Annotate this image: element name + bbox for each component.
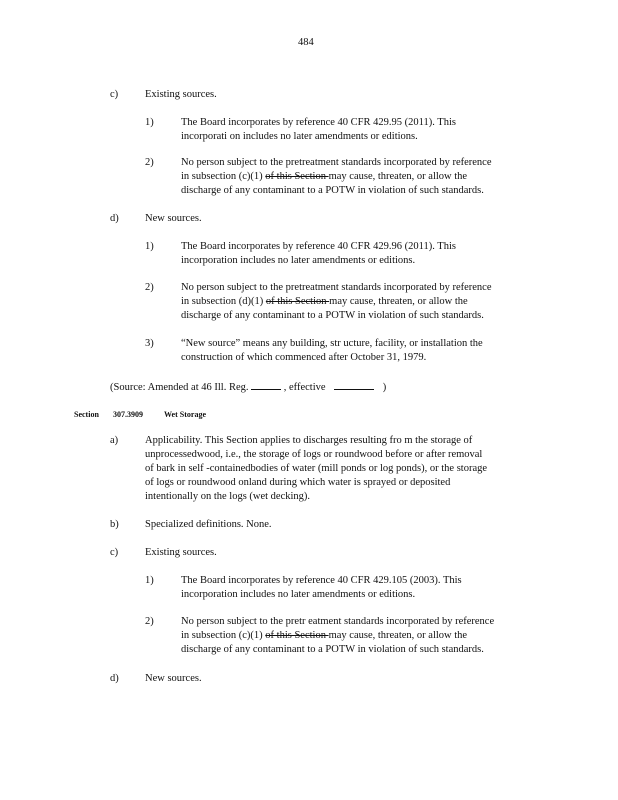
struck-text: of this Section [265, 171, 329, 182]
paragraph [181, 281, 492, 323]
text-line: Applicability. This Section applies to discharges resulting fro m the storage of [145, 435, 473, 446]
source-note-text: (Source: Amended at 46 Ill. Reg. [110, 382, 249, 393]
text-run: may cause, threaten, or allow the [329, 296, 468, 307]
subsection-heading: New sources. [145, 213, 202, 224]
paragraph [181, 574, 462, 602]
blank-line [334, 379, 374, 390]
page-number: 484 [298, 37, 314, 48]
subsection-label: d) [110, 673, 119, 684]
text-run: may cause, threaten, or allow the [328, 630, 468, 641]
subsection-heading: Existing sources. [145, 547, 217, 558]
struck-text: of this Section [265, 296, 330, 307]
text-line: discharge of any contaminant to a POTW in violation of such standards. [181, 310, 484, 321]
subsection-heading: New sources. [145, 673, 202, 684]
section-title: Wet Storage [164, 410, 206, 419]
text-line: intentionally on the logs (wet decking). [145, 491, 311, 502]
text-line [181, 295, 492, 309]
text-line [181, 629, 494, 643]
item-number: 1) [145, 117, 154, 128]
subsection-label: c) [110, 89, 119, 100]
paragraph [181, 615, 494, 657]
item-number: 2) [145, 282, 154, 293]
text-line: The Board incorporates by reference 40 CFR 429.96 (2011). This [181, 241, 456, 252]
text-run: may cause, threaten, or allow the [328, 171, 468, 182]
paragraph: Specialized definitions. None. [145, 519, 272, 530]
paragraph [181, 116, 456, 144]
subsection-label: b) [110, 519, 119, 530]
text-line: of logs or roundwood onland during which water is sprayed or deposited [145, 477, 451, 488]
source-note [110, 379, 386, 395]
source-note-effective: , effective [283, 382, 326, 393]
source-note-close: ) [382, 382, 387, 393]
item-number: 2) [145, 616, 154, 627]
subsection-heading: Existing sources. [145, 89, 217, 100]
section-label: Section [74, 410, 99, 419]
text-line: unprocessedwood, i.e., the storage of logs or roundwood before or after removal [145, 449, 483, 460]
section-number: 307.3909 [113, 410, 143, 419]
text-line: The Board incorporates by reference 40 CFR 429.95 (2011). This [181, 117, 456, 128]
text-line: of bark in self -containedbodies of water (mill ponds or log ponds), or the storage [145, 463, 488, 474]
text-line: incorporation includes no later amendments or editions. [181, 589, 416, 600]
text-line: No person subject to the pretreatment standards incorporated by reference [181, 157, 492, 168]
item-number: 1) [145, 241, 154, 252]
subsection-label: a) [110, 435, 119, 446]
text-line: No person subject to the pretr eatment standards incorporated by reference [181, 616, 495, 627]
text-line [181, 170, 492, 184]
text-line: “New source” means any building, str ucture, facility, or installation the [181, 338, 483, 349]
text-line: No person subject to the pretreatment standards incorporated by reference [181, 282, 492, 293]
text-line: incorporation includes no later amendments or editions. [181, 255, 416, 266]
text-run: in subsection (d)(1) [181, 296, 266, 307]
paragraph [145, 434, 487, 504]
subsection-label: c) [110, 547, 119, 558]
text-line: construction of which commenced after October 31, 1979. [181, 352, 427, 363]
text-line: incorporati on includes no later amendments or editions. [181, 131, 418, 142]
item-number: 3) [145, 338, 154, 349]
subsection-label: d) [110, 213, 119, 224]
text-line: The Board incorporates by reference 40 CFR 429.105 (2003). This [181, 575, 462, 586]
text-line: discharge of any contaminant to a POTW in violation of such standards. [181, 185, 484, 196]
paragraph [181, 240, 456, 268]
paragraph [181, 337, 483, 365]
text-run: in subsection (c)(1) [181, 171, 266, 182]
item-number: 1) [145, 575, 154, 586]
text-run: in subsection (c)(1) [181, 630, 266, 641]
paragraph [181, 156, 492, 198]
item-number: 2) [145, 157, 154, 168]
text-line: discharge of any contaminant to a POTW in violation of such standards. [181, 644, 484, 655]
struck-text: of this Section [265, 630, 329, 641]
blank-line [251, 379, 281, 390]
